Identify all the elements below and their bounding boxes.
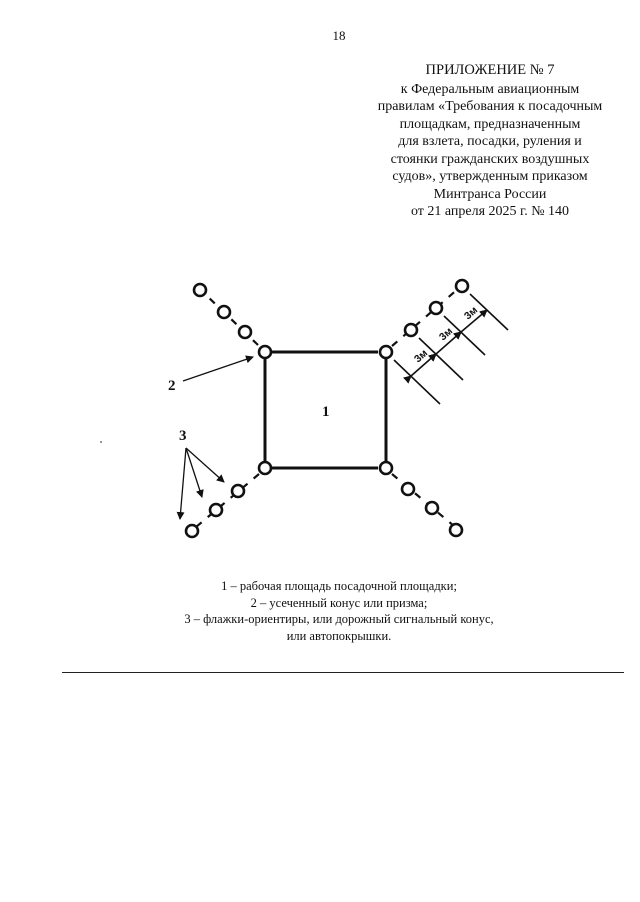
appendix-line: Минтранса России xyxy=(433,186,547,202)
flag-marker xyxy=(430,302,442,314)
legend-item: 1 – рабочая площадь посадочной площадки; xyxy=(221,579,457,593)
appendix-line: судов», утвержденным приказом xyxy=(392,169,588,184)
appendix-line: от 21 апреля 2025 г. № 140 xyxy=(410,204,570,219)
appendix-line: для взлета, посадки, руления и xyxy=(398,134,582,149)
corner-cone xyxy=(380,346,392,358)
diagonal-line-bottom-left xyxy=(196,474,259,527)
corner-cone xyxy=(259,462,271,474)
appendix-line: площадкам, предназначенным xyxy=(399,116,581,132)
diagonal-line-top-left xyxy=(205,294,258,345)
flag-marker xyxy=(405,324,417,336)
flag-marker xyxy=(239,326,251,338)
corner-cone xyxy=(259,346,271,358)
flag-marker xyxy=(218,306,230,318)
flag-label: 3 xyxy=(179,428,187,444)
spacing-label: 3м xyxy=(411,347,431,366)
flag-marker xyxy=(456,280,468,292)
spacing-label: 3м xyxy=(436,325,456,344)
appendix-title: ПРИЛОЖЕНИЕ № 7 xyxy=(425,62,555,78)
flag-marker xyxy=(450,524,462,536)
dimension-extension-line xyxy=(394,360,440,404)
flag-marker xyxy=(402,483,414,495)
figure-legend xyxy=(0,578,640,644)
appendix-line: правилам «Требования к посадочным xyxy=(377,99,603,114)
flag-leader-arrow xyxy=(180,448,186,519)
legend-item: 2 – усеченный конус или призма; xyxy=(250,595,428,610)
corner-cone xyxy=(380,462,392,474)
cone-leader-arrow xyxy=(183,357,253,381)
appendix-line: стоянки гражданских воздушных xyxy=(390,151,590,167)
page-divider xyxy=(62,672,624,673)
scan-speck xyxy=(100,441,102,443)
spacing-label: 3м xyxy=(461,304,481,323)
area-label: 1 xyxy=(322,404,330,420)
page-number: 18 xyxy=(332,28,346,43)
diagonal-line-bottom-right xyxy=(392,474,454,526)
legend-item: или автопокрышки. xyxy=(286,628,392,643)
cone-label: 2 xyxy=(168,378,176,394)
flag-marker xyxy=(194,284,206,296)
flag-marker xyxy=(210,504,222,516)
legend-item: 3 – флажки-ориентиры, или дорожный сигнальный конус, xyxy=(184,612,494,626)
appendix-line: к Федеральным авиационным xyxy=(400,81,580,97)
flag-marker xyxy=(232,485,244,497)
flag-marker xyxy=(186,525,198,537)
flag-marker xyxy=(426,502,438,514)
